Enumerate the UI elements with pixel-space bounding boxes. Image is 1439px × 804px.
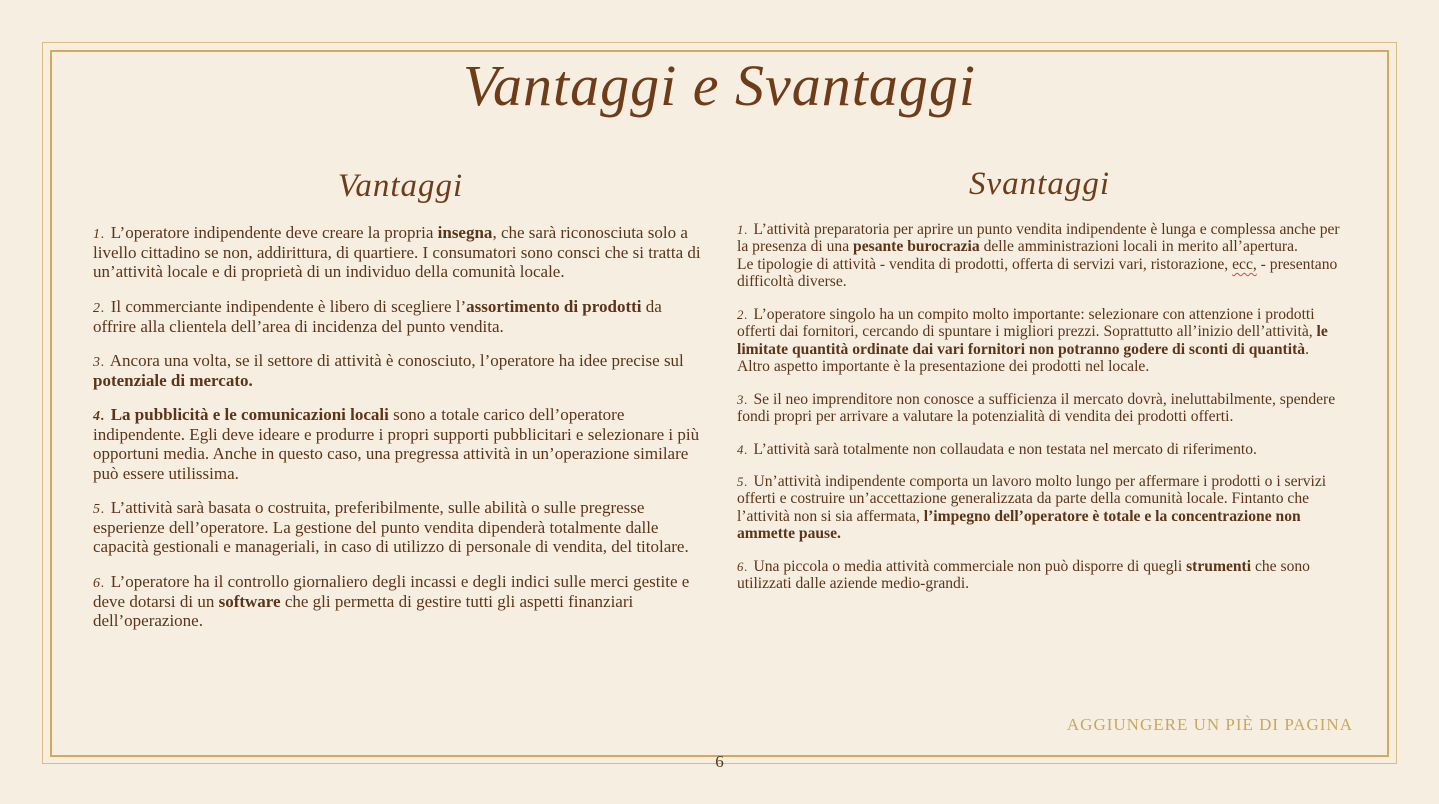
page-number: 6	[715, 752, 724, 771]
item-number: 2.	[737, 307, 749, 322]
text-run: insegna	[437, 223, 493, 242]
text-run: da offrire alla clientela dell’area di incidenza del punto vendita.	[93, 296, 662, 336]
text-run: potenziale di mercato.	[93, 370, 253, 390]
item-number: 5.	[737, 474, 749, 489]
text-run: software	[218, 591, 281, 611]
text-run: Una piccola o media attività commerciale non può disporre di quegli	[753, 557, 1187, 575]
text-run: L’attività sarà totalmente non collaudata e non testata nel mercato di riferimento.	[753, 440, 1257, 458]
item-number: 3.	[93, 354, 106, 370]
text-run: Se il neo imprenditore non conosce a sufficienza il mercato dovrà, ineluttabilmente, spendere fondi propri per arrivare a valutare la potenzialità di vendita dei prodotti offerti.	[737, 390, 1336, 426]
text-run: La pubblicità e le comunicazioni locali	[110, 405, 389, 425]
item-number: 3.	[737, 392, 749, 407]
text-run: . Altro aspetto importante è la presentazione dei prodotti nel locale.	[737, 340, 1309, 376]
list-item	[737, 473, 1342, 543]
list-item	[737, 391, 1342, 426]
item-number: 6.	[737, 559, 749, 574]
text-run: , che sarà riconosciuta solo a livello cittadino se non, addirittura, di quartiere. I consumatori sono consci che si tratta di un’attività locale e di proprietà di un individuo della comunità locale.	[93, 223, 701, 282]
item-number: 2.	[93, 300, 106, 316]
text-run: - presentano difficoltà diverse.	[737, 255, 1338, 291]
text-run: delle amministrazioni locali in merito all’apertura.	[979, 238, 1298, 256]
text-run: sono a totale carico dell’operatore indipendente. Egli deve ideare e produrre i propri supporti pubblicitari e selezionare i più opportuni media. Anche in questo caso, una pregressa attività in un’operazione similare può essere utilissima.	[93, 405, 700, 483]
footer-placeholder[interactable]: AGGIUNGERE UN PIÈ DI PAGINA	[1066, 715, 1353, 734]
misspelled-word: ecc,	[1232, 255, 1257, 273]
advantages-column[interactable]	[93, 168, 708, 645]
text-run: L’attività preparatoria per aprire un punto vendita indipendente è lunga e complessa anche per la presenza di una	[737, 221, 1340, 256]
list-item	[737, 441, 1342, 458]
text-run: pesante burocrazia	[853, 238, 980, 256]
advantages-heading: Vantaggi	[337, 168, 464, 204]
text-run: che gli permetta di gestire tutti gli aspetti finanziari dell’operazione.	[93, 591, 634, 630]
list-item	[93, 405, 708, 483]
list-item	[93, 498, 708, 557]
list-item	[737, 558, 1342, 593]
item-number: 6.	[93, 575, 106, 591]
item-number: 4.	[93, 409, 106, 425]
text-run: Un’attività indipendente comporta un lavoro molto lungo per affermare i prodotti o i servizi offerti e costruire un’accettazione generalizzata da parte della comunità locale. Fintanto che l’attività non si sia affermata,	[737, 472, 1327, 525]
text-run: assortimento di prodotti	[466, 296, 642, 316]
text-run: Il commerciante indipendente è libero di scegliere l’	[110, 296, 467, 316]
list-item	[93, 223, 708, 282]
disadvantages-column[interactable]	[737, 166, 1342, 608]
text-run: Ancora una volta, se il settore di attività è conosciuto, l’operatore ha idee precise sul	[109, 350, 684, 370]
item-number: 4.	[737, 442, 749, 457]
item-number: 5.	[93, 502, 106, 518]
list-item	[93, 297, 708, 336]
text-run: L’operatore singolo ha un compito molto importante: selezionare con attenzione i prodotti offerti dai fornitori, cercando di spuntare i migliori prezzi. Soprattutto all’inizio dell’attività,	[737, 305, 1317, 341]
text-run: l’impegno dell’operatore è totale e la concentrazione non ammette pause.	[737, 507, 1301, 543]
list-item	[737, 306, 1342, 376]
text-run: Le tipologie di attività - vendita di prodotti, offerta di servizi vari, ristorazione,	[737, 255, 1233, 273]
disadvantages-list	[737, 221, 1342, 593]
slide-title[interactable]: Vantaggi e Svantaggi	[463, 53, 976, 118]
text-run: le limitate quantità ordinate dai vari fornitori non potranno godere di sconti di quantità	[737, 323, 1328, 358]
item-number: 1.	[93, 227, 106, 242]
list-item	[93, 351, 708, 390]
text-run: L’operatore ha il controllo giornaliero degli incassi e degli indici sulle merci gestite e deve dotarsi di un	[93, 571, 690, 611]
item-number: 1.	[737, 223, 749, 237]
text-run: che sono utilizzati dalle aziende medio-grandi.	[737, 557, 1310, 593]
list-item	[93, 572, 708, 631]
text-run: L’operatore indipendente deve creare la propria	[110, 223, 438, 242]
list-item	[737, 221, 1342, 291]
disadvantages-heading: Svantaggi	[969, 166, 1110, 202]
advantages-list	[93, 223, 708, 630]
text-run: L’attività sarà basata o costruita, preferibilmente, sulle abilità o sulle pregresse esperienze dell’operatore. La gestione del punto vendita dipenderà totalmente dalle capacità gestionali e manageriali, in caso di utilizzo di personale di vendita, del titolare.	[93, 498, 689, 557]
text-run: strumenti	[1186, 557, 1252, 575]
